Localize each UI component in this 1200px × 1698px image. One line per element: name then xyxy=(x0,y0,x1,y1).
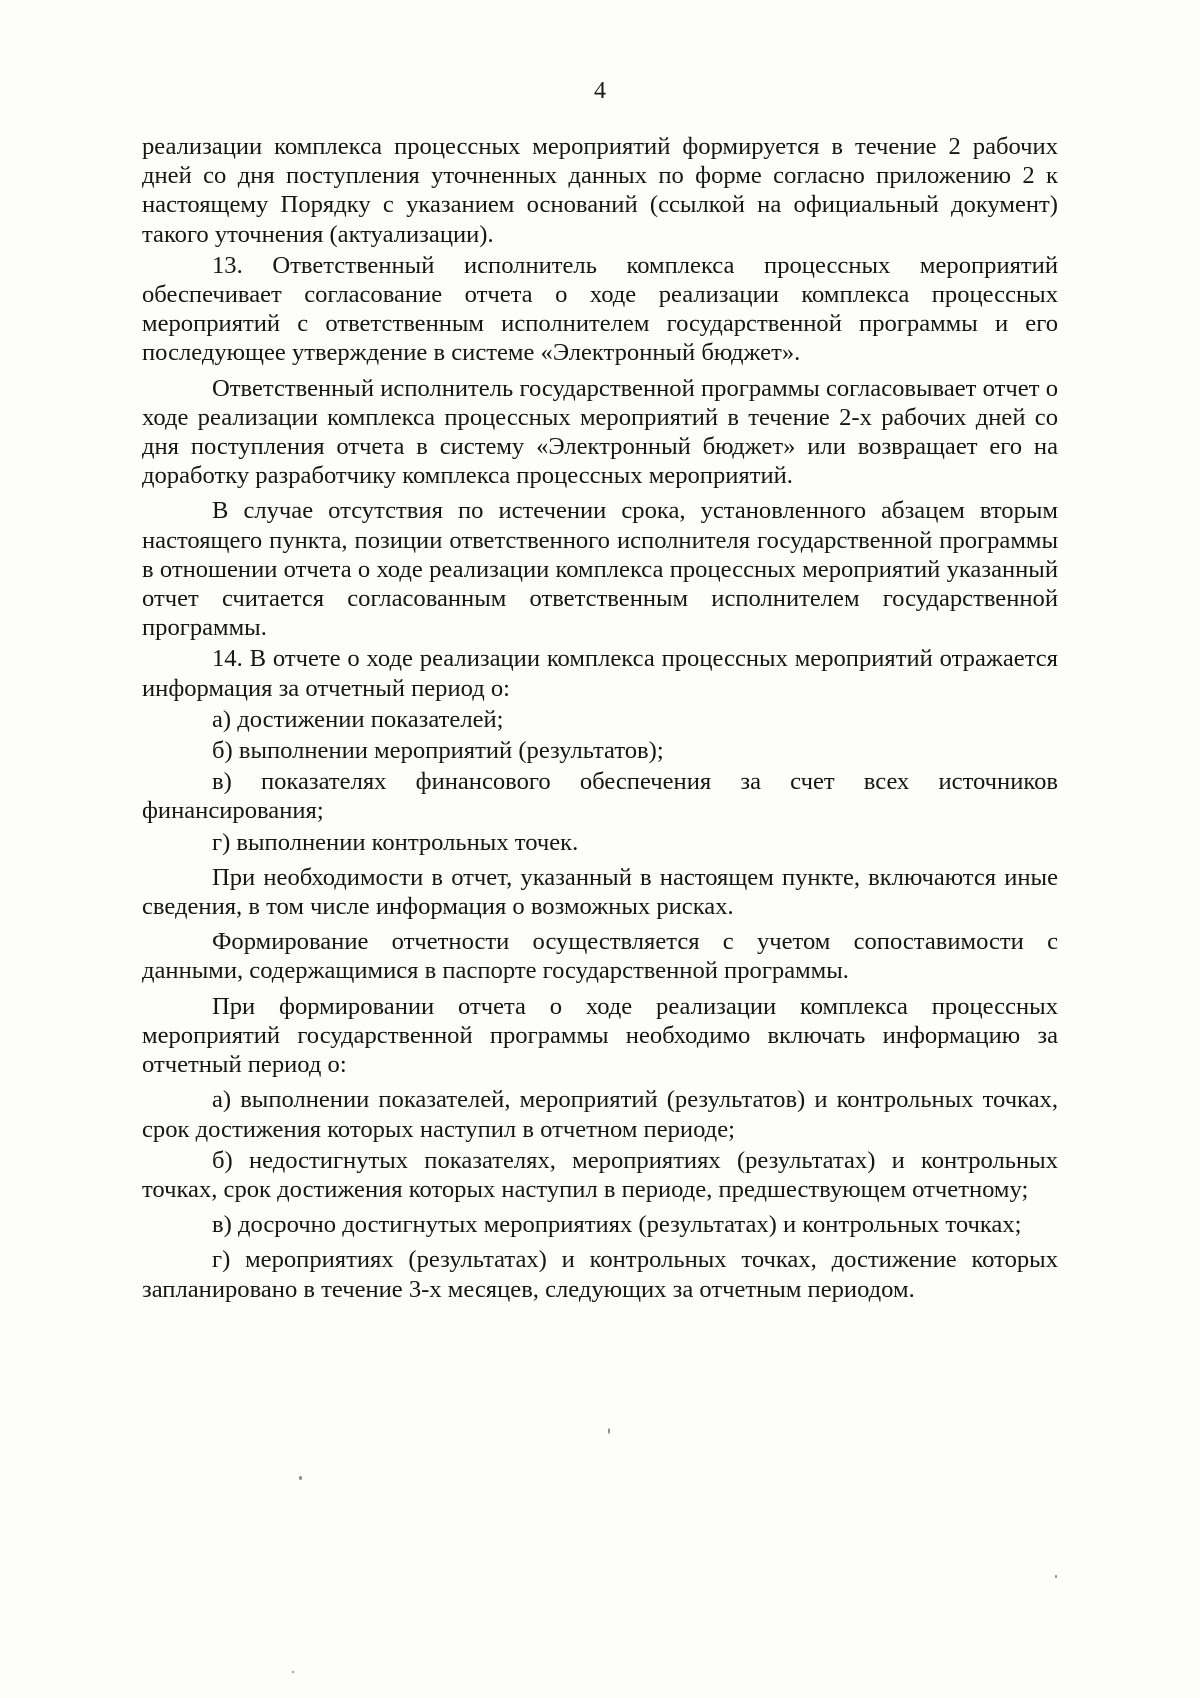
list-item-v: в) показателях финансового обеспечения за счет всех источников финансирования; xyxy=(142,768,1058,825)
report-item-a: а) выполнении показателей, мероприятий (результатов) и контрольных точках, срок достижения которых наступил в отчетном периоде; xyxy=(142,1086,1058,1143)
page-number: 4 xyxy=(594,78,606,104)
scan-speck xyxy=(292,1671,294,1673)
paragraph-default-approval: В случае отсутствия по истечении срока, установленного абзацем вторым настоящего пункта, позиции ответственного исполнителя государственной программы в отношении отчета о ходе реализации комплекса процессных мероприятий указанный отчет считается согласованным ответственным исполнителем государственной программы. xyxy=(142,497,1058,642)
document-body xyxy=(142,132,1058,1306)
scan-speck xyxy=(608,1428,610,1434)
list-item-a: а) достижении показателей; xyxy=(212,705,504,733)
report-item-b: б) недостигнутых показателях, мероприятиях (результатах) и контрольных точках, срок достижения которых наступил в периоде, предшествующем отчетному; xyxy=(142,1146,1058,1203)
paragraph-continuation: реализации комплекса процессных мероприятий формируется в течение 2 рабочих дней со дня поступления уточненных данных по форме согласно приложению 2 к настоящему Порядку с указанием оснований (ссылкой на официальный документ) такого уточнения (актуализации). xyxy=(142,133,1058,248)
scan-speck xyxy=(1055,1575,1057,1578)
report-item-g: г) мероприятиях (результатах) и контрольных точках, достижение которых запланировано в течение 3-х месяцев, следующих за отчетным периодом. xyxy=(142,1246,1058,1303)
report-item-v: в) досрочно достигнутых мероприятиях (результатах) и контрольных точках; xyxy=(212,1211,1022,1239)
paragraph-report-forming: При формировании отчета о ходе реализации комплекса процессных мероприятий государственной программы необходимо включать информацию за отчетный период о: xyxy=(142,992,1058,1079)
scan-speck xyxy=(299,1476,302,1480)
list-item-b: б) выполнении мероприятий (результатов); xyxy=(212,737,664,765)
paragraph-item-13: 13. Ответственный исполнитель комплекса процессных мероприятий обеспечивает согласование отчета о ходе реализации комплекса процессных мероприятий с ответственным исполнителем государственной программы и его последующее утверждение в системе «Электронный бюджет». xyxy=(142,251,1058,367)
paragraph-comparability: Формирование отчетности осуществляется с учетом сопоставимости с данными, содержащимися в паспорте государственной программы. xyxy=(142,928,1058,985)
paragraph-additional-info: При необходимости в отчет, указанный в настоящем пункте, включаются иные сведения, в том числе информация о возможных рисках. xyxy=(142,863,1058,921)
paragraph-item-14: 14. В отчете о ходе реализации комплекса процессных мероприятий отражается информация за отчетный период о: xyxy=(142,645,1058,702)
paragraph-approval: Ответственный исполнитель государственной программы согласовывает отчет о ходе реализации комплекса процессных мероприятий в течение 2-х рабочих дней со дня поступления отчета в систему «Электронный бюджет» или возвращает его на доработку разработчику комплекса процессных мероприятий. xyxy=(142,374,1058,490)
list-item-g: г) выполнении контрольных точек. xyxy=(212,828,579,856)
